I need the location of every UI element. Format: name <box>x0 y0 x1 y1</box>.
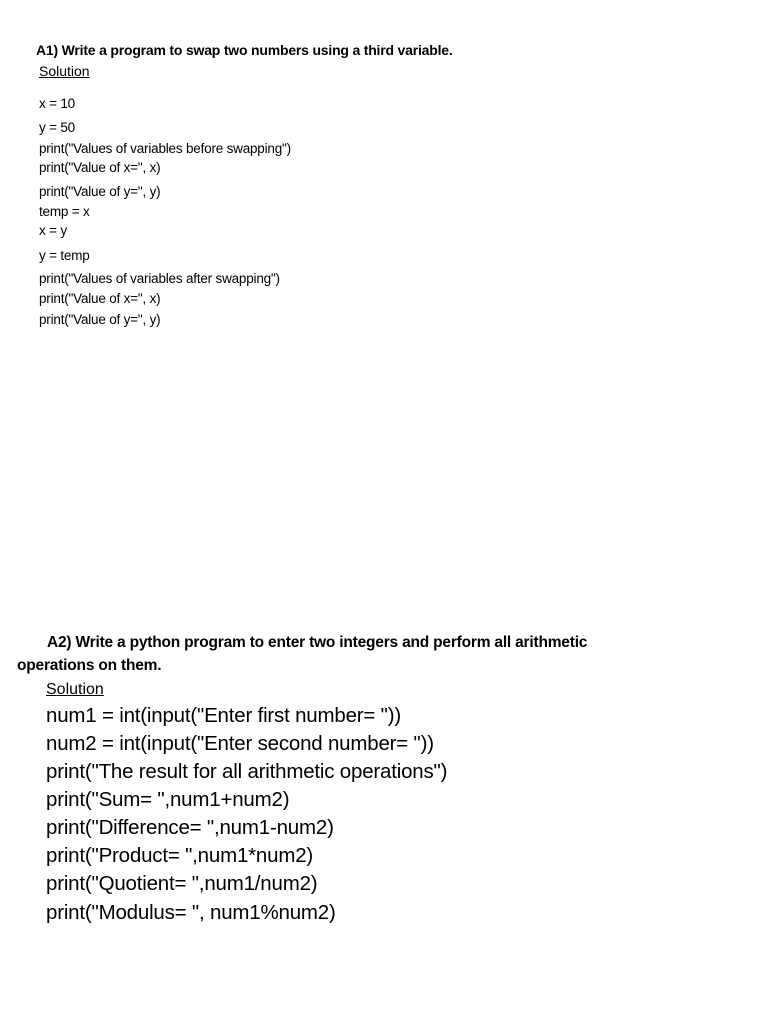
question-1-title: A1) Write a program to swap two numbers using a third variable. <box>36 42 453 58</box>
q2-code-line: print("Quotient= ",num1/num2) <box>46 872 318 895</box>
q2-code-line: print("The result for all arithmetic operations") <box>46 760 448 783</box>
q1-code-line: print("Value of x=", x) <box>39 291 161 306</box>
q1-code-line: y = temp <box>39 248 90 263</box>
q1-code-line: print("Value of y=", y) <box>39 184 161 199</box>
question-2-title-line-2: operations on them. <box>17 657 162 674</box>
q1-code-line: temp = x <box>39 204 90 219</box>
q1-code-line: y = 50 <box>39 120 75 135</box>
question-1-solution-label: Solution <box>39 63 90 79</box>
q2-code-line: print("Product= ",num1*num2) <box>46 844 314 867</box>
q2-code-line: print("Difference= ",num1-num2) <box>46 816 334 839</box>
q2-code-line: num2 = int(input("Enter second number= ")) <box>46 732 434 755</box>
q1-code-line: print("Values of variables after swapping") <box>39 271 280 286</box>
q2-code-line: print("Modulus= ", num1%num2) <box>46 901 336 924</box>
question-2-solution-label: Solution <box>46 681 104 698</box>
q1-code-line: x = y <box>39 223 67 238</box>
q2-code-line: print("Sum= ",num1+num2) <box>46 788 290 811</box>
q1-code-line: print("Value of y=", y) <box>39 312 161 327</box>
q2-code-line: num1 = int(input("Enter first number= ")) <box>46 704 401 727</box>
q1-code-line: print("Values of variables before swapping") <box>39 141 291 156</box>
q1-code-line: x = 10 <box>39 96 75 111</box>
question-2-title-line-1: A2) Write a python program to enter two integers and perform all arithmetic <box>47 634 588 651</box>
q1-code-line: print("Value of x=", x) <box>39 160 161 175</box>
